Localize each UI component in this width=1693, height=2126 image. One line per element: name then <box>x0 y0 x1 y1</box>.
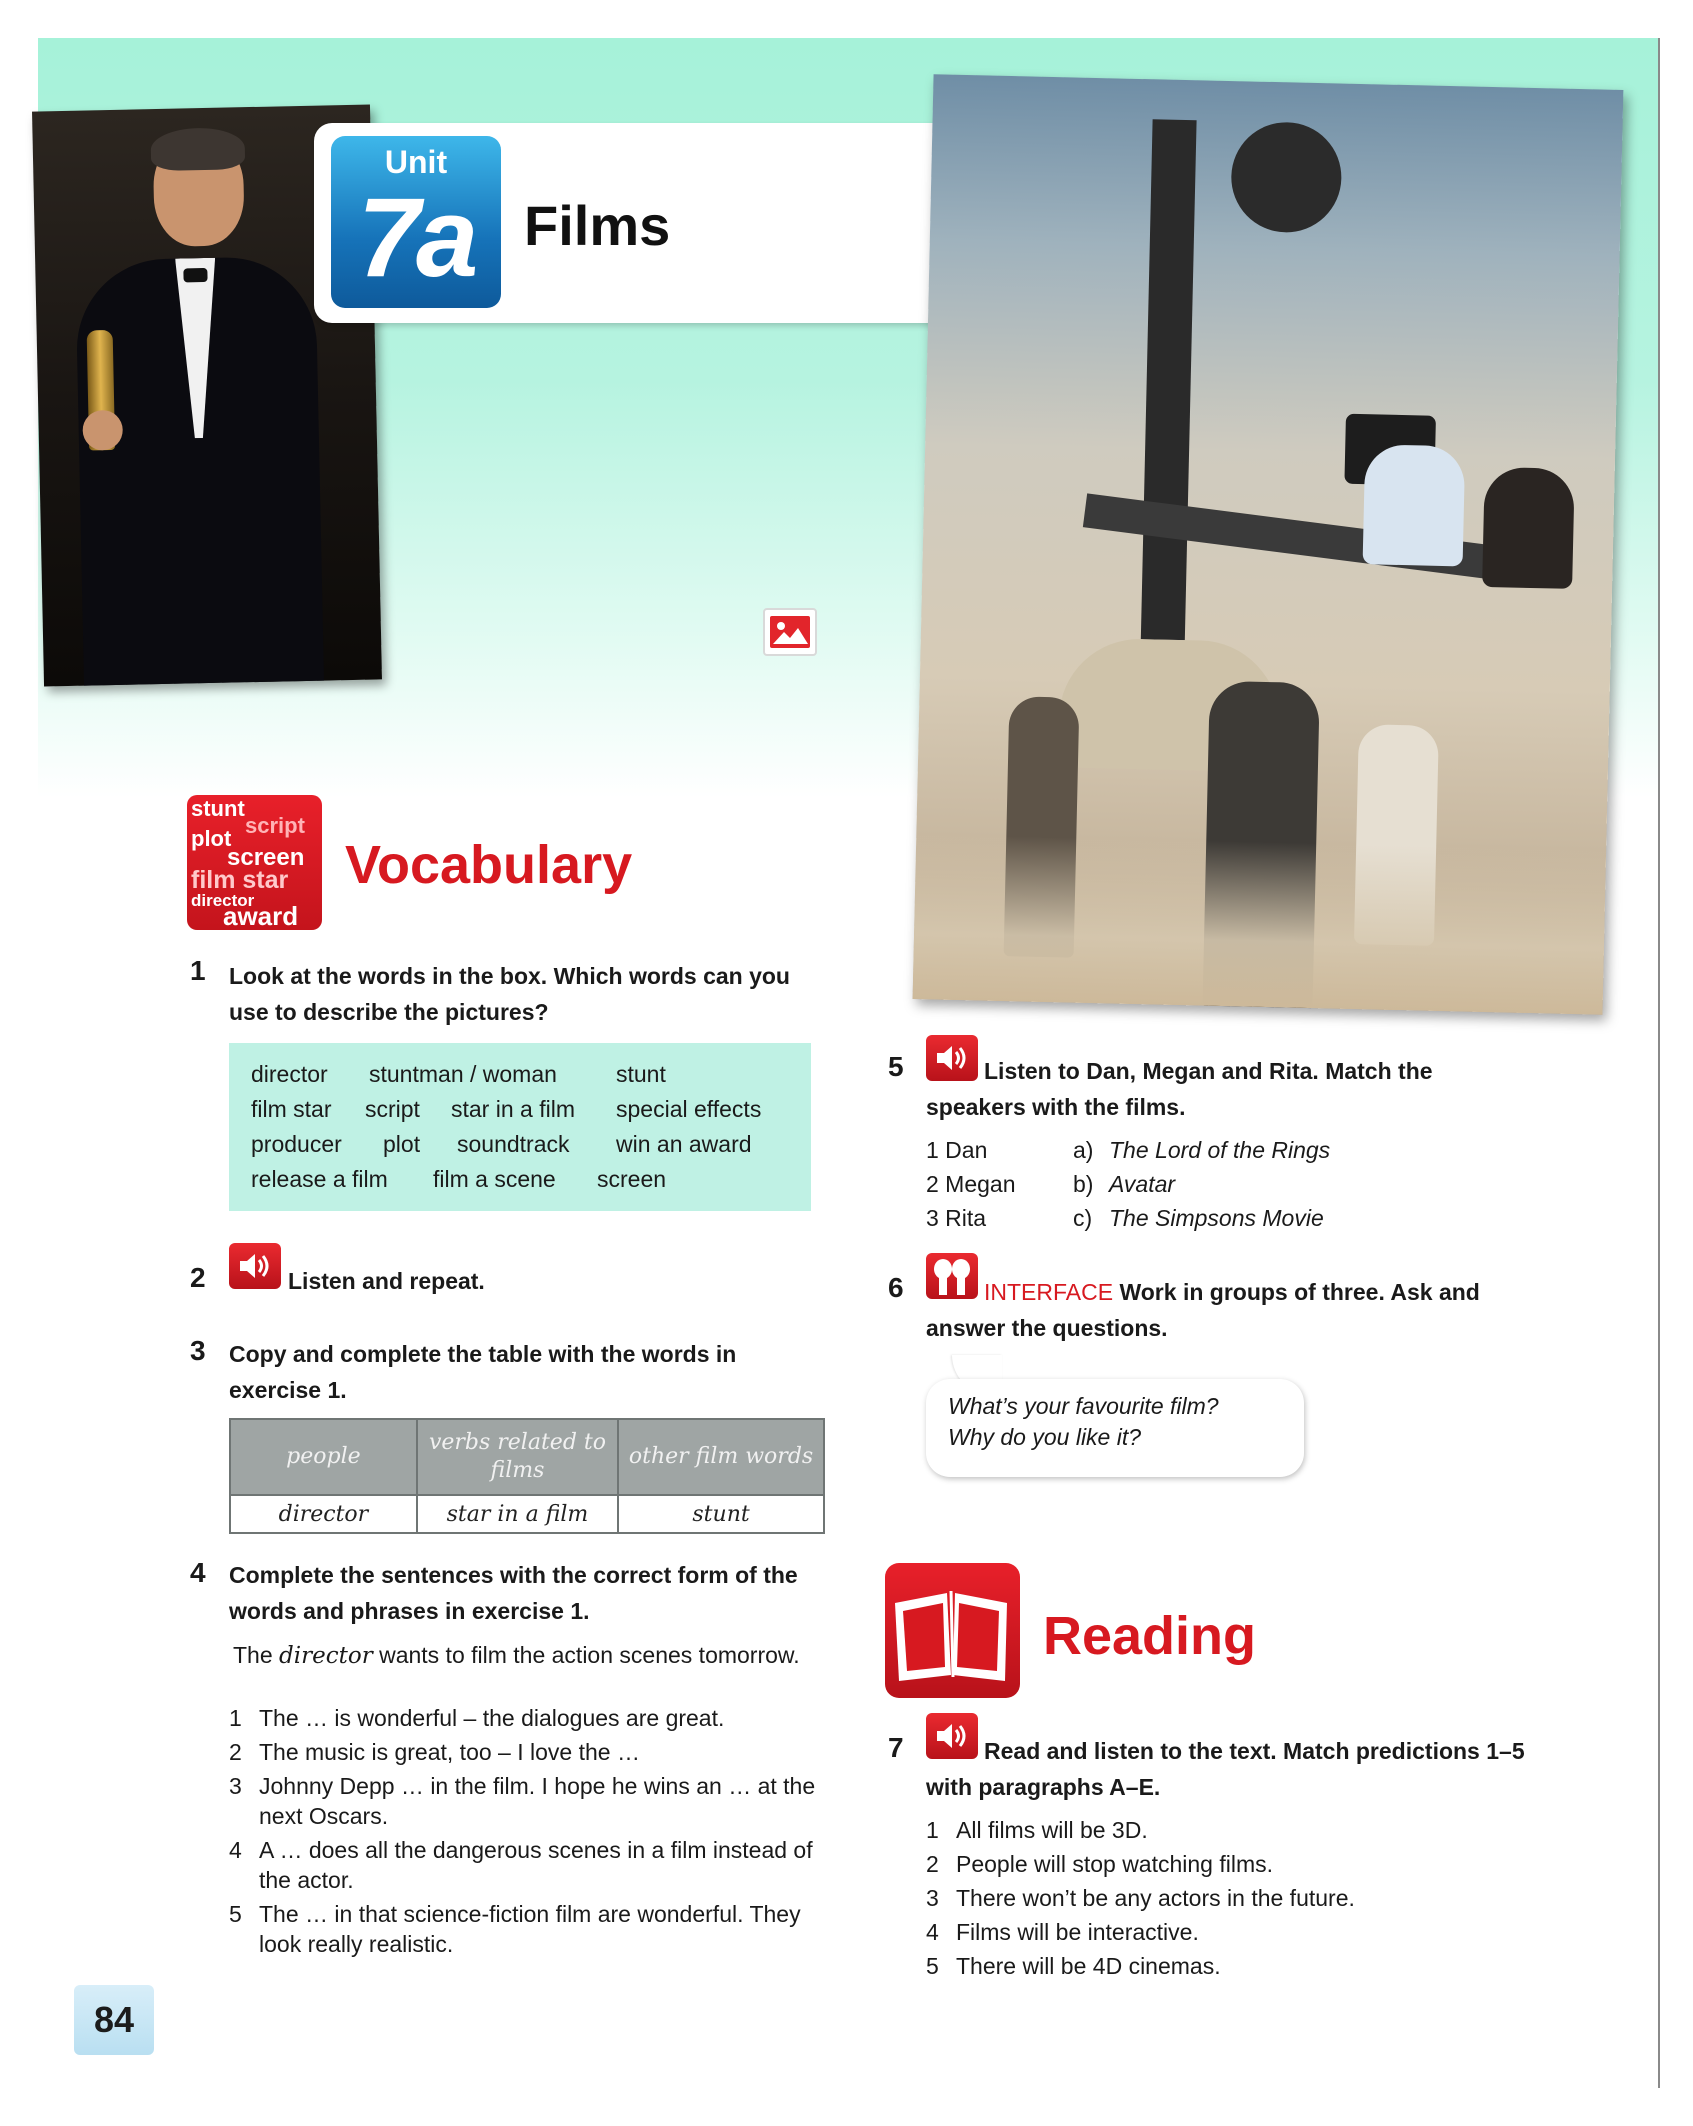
word: soundtrack <box>457 1131 570 1157</box>
film-title: Avatar <box>1109 1171 1176 1197</box>
example-sentence <box>233 1640 803 1671</box>
prediction-list <box>926 1813 1355 1983</box>
photo-crew-member <box>1482 467 1575 589</box>
item-text: All films will be 3D. <box>956 1817 1148 1843</box>
exercise-5-instruction: Listen to Dan, Megan and Rita. Match the speakers with the films. <box>926 1058 1433 1120</box>
item-number: 4 <box>926 1919 939 1945</box>
photo-figure-hair <box>150 127 245 171</box>
item-number: 5 <box>229 1901 242 1927</box>
list-item <box>926 1949 1355 1983</box>
item-number: 3 <box>926 1885 939 1911</box>
item-text: Films will be interactive. <box>956 1919 1199 1945</box>
table-header-row <box>230 1419 824 1495</box>
item-text: The … in that science-fiction film are wonderful. They look really realistic. <box>259 1901 801 1957</box>
open-book-icon <box>885 1563 1020 1698</box>
exercise-number: 6 <box>888 1272 904 1303</box>
item-text: There won’t be any actors in the future. <box>956 1885 1355 1911</box>
example-answer: director <box>279 1643 373 1669</box>
list-item <box>926 1881 1355 1915</box>
word: script <box>365 1096 420 1122</box>
word: producer <box>251 1131 342 1157</box>
list-item <box>229 1899 819 1959</box>
word: screen <box>597 1166 667 1192</box>
photo-figure-bowtie <box>183 268 207 282</box>
item-text: Johnny Depp … in the film. I hope he wins an … at the next Oscars. <box>259 1773 816 1829</box>
exercise-4-list <box>229 1703 819 1963</box>
vocab-word: screen <box>227 844 305 871</box>
word: stuntman / woman <box>369 1061 557 1087</box>
word: special effects <box>616 1096 762 1122</box>
item-letter: a) <box>1073 1137 1094 1163</box>
film-title: The Simpsons Movie <box>1109 1205 1324 1231</box>
item-number: 2 <box>229 1739 242 1765</box>
table-cell: star in a film <box>417 1495 618 1533</box>
vocabulary-heading: Vocabulary <box>345 835 633 895</box>
page-number: 84 <box>74 1985 154 2055</box>
exercise-number: 7 <box>888 1732 904 1763</box>
item-letter: b) <box>1073 1171 1094 1197</box>
interface-label: INTERFACE <box>984 1279 1114 1305</box>
table-header: people <box>230 1419 417 1495</box>
exercise-number: 5 <box>888 1051 904 1082</box>
list-item <box>1073 1201 1330 1235</box>
list-item <box>229 1835 819 1895</box>
vocab-word: film star <box>191 866 289 894</box>
exercise-number: 2 <box>190 1262 206 1293</box>
example-text: The <box>233 1642 280 1668</box>
list-item <box>1073 1167 1330 1201</box>
word: director <box>251 1061 328 1087</box>
list-item <box>926 1847 1355 1881</box>
table-cell: director <box>230 1495 417 1533</box>
item-text: People will stop watching films. <box>956 1851 1274 1877</box>
table-header: other film words <box>618 1419 824 1495</box>
vocab-word: director <box>191 891 255 910</box>
vocabulary-icon <box>187 795 322 930</box>
photo-crane-pole <box>1141 119 1197 640</box>
vocab-word: award <box>223 901 299 930</box>
word: film a scene <box>433 1166 556 1192</box>
exercise-6-instruction <box>926 1274 1526 1346</box>
word: film star <box>251 1096 332 1122</box>
item-number: 2 <box>926 1851 939 1877</box>
speaker-icon[interactable] <box>229 1243 281 1289</box>
list-item <box>229 1771 819 1831</box>
exercise-number: 4 <box>190 1557 206 1588</box>
word: stunt <box>616 1061 666 1087</box>
item-text: There will be 4D cinemas. <box>956 1953 1221 1979</box>
item-number: 3 <box>229 1773 242 1799</box>
list-item <box>229 1737 819 1767</box>
unit-badge <box>331 136 501 308</box>
word: star in a film <box>451 1096 575 1122</box>
photo-film-light <box>1230 121 1342 233</box>
vocab-word: plot <box>191 826 232 851</box>
photo-camera-operator <box>1363 444 1466 566</box>
word: release a film <box>251 1166 388 1192</box>
list-item <box>926 1813 1355 1847</box>
page-edge-line <box>1658 38 1660 2088</box>
list-item <box>926 1915 1355 1949</box>
exercise-7-instruction: Read and listen to the text. Match predictions 1–5 with paragraphs A–E. <box>926 1738 1525 1800</box>
vocabulary-table <box>229 1418 825 1534</box>
speech-line: What’s your favourite film? <box>948 1393 1219 1419</box>
speech-line: Why do you like it? <box>948 1424 1142 1450</box>
image-icon[interactable] <box>763 608 817 656</box>
speech-bubble <box>926 1379 1304 1477</box>
speaker-list <box>926 1133 1016 1235</box>
list-item: 2 Megan <box>926 1171 1016 1197</box>
exercise-number: 3 <box>190 1335 206 1366</box>
word: plot <box>383 1131 421 1157</box>
exercise-2-instruction: Listen and repeat. <box>288 1268 485 1294</box>
list-item: 1 Dan <box>926 1137 988 1163</box>
item-number: 1 <box>926 1817 939 1843</box>
item-number: 4 <box>229 1837 242 1863</box>
item-letter: c) <box>1073 1205 1093 1231</box>
reading-heading: Reading <box>1043 1606 1257 1666</box>
word-box <box>229 1043 811 1211</box>
table-cell: stunt <box>618 1495 824 1533</box>
film-title: The Lord of the Rings <box>1109 1137 1331 1163</box>
example-text: wants to film the action scenes tomorrow. <box>372 1642 800 1668</box>
list-item <box>229 1703 819 1733</box>
film-list <box>1073 1133 1330 1235</box>
page-title: Films <box>524 194 671 257</box>
exercise-4-instruction: Complete the sentences with the correct form of the words and phrases in exercise 1. <box>229 1562 798 1624</box>
photo-film-set <box>913 74 1624 1014</box>
exercise-3-instruction: Copy and complete the table with the words in exercise 1. <box>229 1341 737 1403</box>
item-text: A … does all the dangerous scenes in a film instead of the actor. <box>259 1837 813 1893</box>
vocab-word: script <box>245 813 305 838</box>
exercise-number: 1 <box>190 955 206 986</box>
item-number: 1 <box>229 1705 242 1731</box>
list-item: 3 Rita <box>926 1205 987 1231</box>
list-item <box>1073 1133 1330 1167</box>
photo-dust-cloud <box>913 834 1607 1015</box>
vocab-word: stunt <box>191 796 245 821</box>
table-header: verbs related to films <box>417 1419 618 1495</box>
exercise-1-instruction: Look at the words in the box. Which words can you use to describe the pictures? <box>229 963 790 1025</box>
table-row <box>230 1495 824 1533</box>
word: win an award <box>616 1131 752 1157</box>
item-number: 5 <box>926 1953 939 1979</box>
unit-label: Unit <box>384 144 448 180</box>
item-text: The … is wonderful – the dialogues are great. <box>259 1705 725 1731</box>
instruction-text: Work in groups of three. Ask and answer the questions. <box>926 1279 1480 1341</box>
item-text: The music is great, too – I love the … <box>259 1739 640 1765</box>
unit-number: 7a <box>357 175 475 300</box>
